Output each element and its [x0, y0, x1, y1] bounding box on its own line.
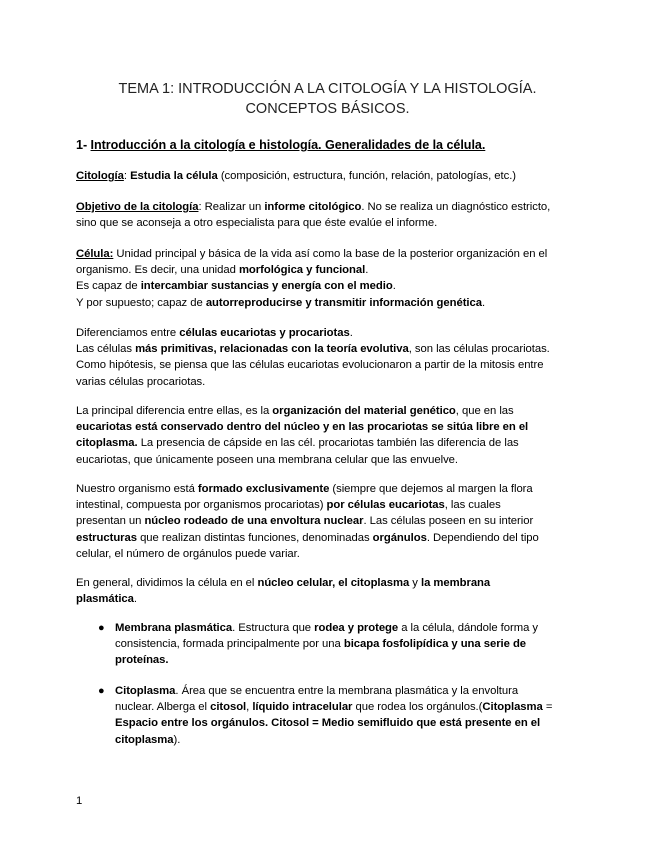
- paragraph-objetivo: Objetivo de la citología: Realizar un informe citológico. No se realiza un diagnóstico estricto, sino que se aconseja a otro especialista para que éste evalúe el informe.: [76, 201, 551, 230]
- paragraph-citologia: Citología: Estudia la célula (composición, estructura, función, relación, patologías, etc.): [76, 170, 516, 182]
- paragraph-diferencia-1: Diferenciamos entre células eucariotas y procariotas. Las células más primitivas, relacionadas con la teoría evolutiva, son las células procariotas. Como hipótesis, se piensa que las células eucariotas evolucionaron a partir de la mitosis entre varias células procariotas.: [76, 327, 550, 388]
- title-line-1: TEMA 1: INTRODUCCIÓN A LA CITOLOGÍA Y LA HISTOLOGÍA.: [118, 81, 537, 97]
- title-line-2: CONCEPTOS BÁSICOS.: [245, 101, 410, 117]
- list-item-membrana: Membrana plasmática. Estructura que rodea y protege a la célula, dándole forma y consistencia, formada principalmente por una bicapa fosfolipídica y una serie de proteínas.: [115, 622, 538, 667]
- paragraph-organismo: Nuestro organismo está formado exclusivamente (siempre que dejemos al margen la flora intestinal, compuesta por organismos procariotas) por células eucariotas, las cuales presentan un núcleo rodeado de una envoltura nuclear. Las células poseen en su interior estructuras que realizan distintas funciones, denominadas orgánulos. Dependiendo del tipo celular, el número de orgánulos puede variar.: [76, 483, 539, 560]
- paragraph-general: En general, dividimos la célula en el núcleo celular, el citoplasma y la membrana plasmática.: [76, 577, 491, 606]
- document-title: [0, 79, 655, 119]
- section-title: Introducción a la citología e histología. Generalidades de la célula.: [90, 138, 486, 152]
- term-objetivo: Objetivo de la citología: [76, 201, 199, 213]
- bullet-icon: ●: [98, 685, 105, 697]
- term-citologia: Citología: [76, 170, 124, 182]
- section-number: 1-: [76, 138, 91, 152]
- paragraph-celula: Célula: Unidad principal y básica de la vida así como la base de la posterior organización en el organismo. Es decir, una unidad morfológica y funcional. Es capaz de intercambiar sustancias y energía con el medio. Y por supuesto; capaz de autorreproducirse y transmitir información genética.: [76, 248, 548, 309]
- paragraph-diferencia-2: La principal diferencia entre ellas, es la organización del material genético, que en las eucariotas está conservado dentro del núcleo y en las procariotas se sitúa libre en el citoplasma. La presencia de cápside en las cél. procariotas también las diferencia de las eucariotas, que únicamente poseen una membrana celular que las envuelve.: [76, 405, 529, 466]
- list-item-citoplasma: Citoplasma. Área que se encuentra entre la membrana plasmática y la envoltura nuclear. Alberga el citosol, líquido intracelular que rodea los orgánulos.(Citoplasma = Espacio entre los orgánulos. Citosol = Medio semifluido que está presente en el citoplasma).: [115, 685, 553, 746]
- bullet-icon: ●: [98, 622, 105, 634]
- section-heading: [76, 137, 581, 153]
- page-number: 1: [76, 795, 83, 807]
- term-celula: Célula:: [76, 248, 114, 260]
